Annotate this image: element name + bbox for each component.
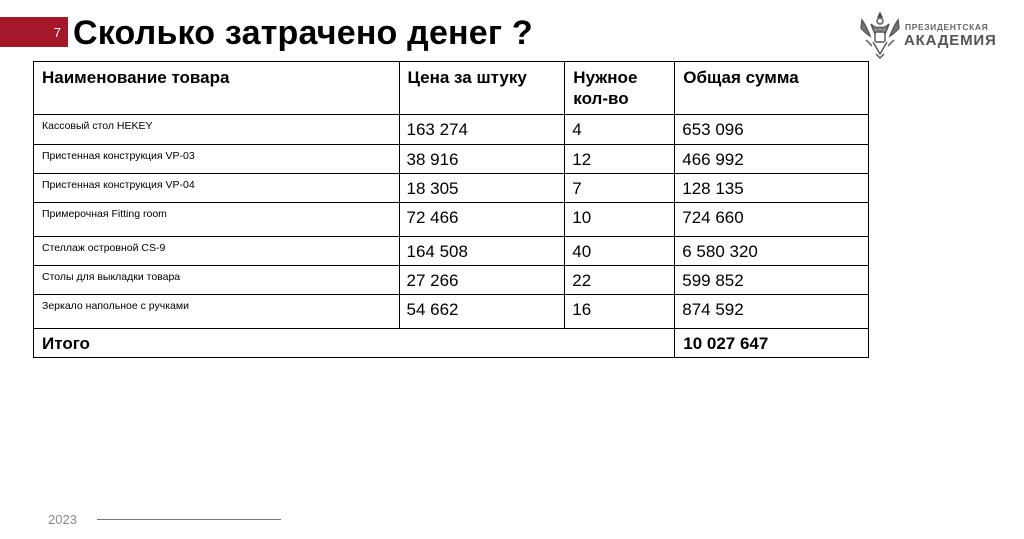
table-row (34, 266, 869, 295)
goods-cost-table (33, 61, 869, 358)
row-price: 54 662 (399, 295, 565, 329)
row-price: 72 466 (399, 203, 565, 237)
logo-text-top: ПРЕЗИДЕНТСКАЯ (905, 22, 989, 32)
total-label: Итого (34, 329, 675, 358)
row-name: Стеллаж островной CS-9 (34, 237, 400, 266)
row-price: 38 916 (399, 145, 565, 174)
row-qty: 16 (565, 295, 675, 329)
row-sum: 6 580 320 (675, 237, 869, 266)
row-name: Столы для выкладки товара (34, 266, 400, 295)
logo-text-bottom: АКАДЕМИЯ (904, 32, 997, 49)
table-row (34, 115, 869, 145)
row-qty: 12 (565, 145, 675, 174)
row-price: 18 305 (399, 174, 565, 203)
table-row (34, 237, 869, 266)
table-row (34, 145, 869, 174)
row-sum: 724 660 (675, 203, 869, 237)
slide-number-badge (0, 17, 68, 47)
footer-year: 2023 (48, 512, 77, 527)
row-name: Кассовый стол HEKEY (34, 115, 400, 145)
table-total-row (34, 329, 869, 358)
row-qty: 10 (565, 203, 675, 237)
eagle-emblem-icon (858, 10, 902, 60)
row-qty: 40 (565, 237, 675, 266)
row-price: 164 508 (399, 237, 565, 266)
academy-logo (858, 10, 997, 60)
page-title: Сколько затрачено денег ? (73, 14, 533, 52)
table-row (34, 203, 869, 237)
header-price: Цена за штуку (399, 62, 565, 115)
total-sum: 10 027 647 (675, 329, 869, 358)
row-qty: 22 (565, 266, 675, 295)
row-name: Пристенная конструкция VP-04 (34, 174, 400, 203)
table-row (34, 295, 869, 329)
row-name: Пристенная конструкция VP-03 (34, 145, 400, 174)
header-name: Наименование товара (34, 62, 400, 115)
row-price: 27 266 (399, 266, 565, 295)
footer-divider (97, 519, 281, 520)
row-name: Примерочная Fitting room (34, 203, 400, 237)
row-sum: 874 592 (675, 295, 869, 329)
row-sum: 466 992 (675, 145, 869, 174)
row-sum: 653 096 (675, 115, 869, 145)
row-qty: 4 (565, 115, 675, 145)
row-name: Зеркало напольное с ручками (34, 295, 400, 329)
slide-number: 7 (53, 24, 61, 40)
row-sum: 128 135 (675, 174, 869, 203)
table-header-row (34, 62, 869, 115)
header-sum: Общая сумма (675, 62, 869, 115)
row-price: 163 274 (399, 115, 565, 145)
table-row (34, 174, 869, 203)
row-sum: 599 852 (675, 266, 869, 295)
header-qty: Нужное кол-во (565, 62, 675, 115)
row-qty: 7 (565, 174, 675, 203)
